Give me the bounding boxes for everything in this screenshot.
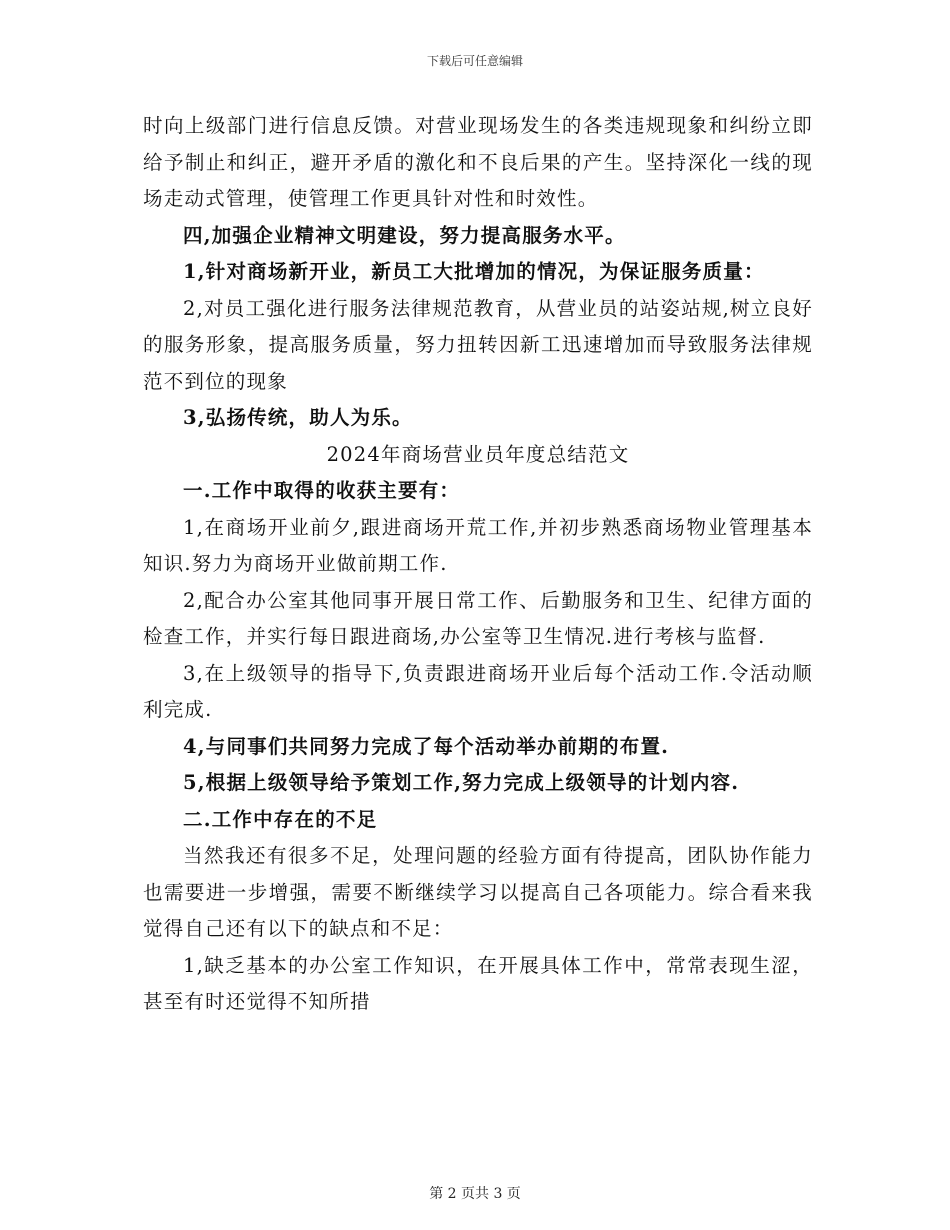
document-body bbox=[143, 108, 813, 1021]
section-heading-2: 二.工作中存在的不足 bbox=[183, 807, 378, 831]
document-title: 2024年商场营业员年度总结范文 bbox=[326, 442, 630, 466]
list-item: 2,配合办公室其他同事开展日常工作、后勤服务和卫生、纪律方面的检查工作，并实行每日跟进商场,办公室等卫生情况.进行考核与监督. bbox=[143, 588, 813, 648]
section-heading-1: 一.工作中取得的收获主要有： bbox=[183, 479, 461, 502]
list-item: 3,在上级领导的指导下,负责跟进商场开业后每个活动工作.令活动顺利完成. bbox=[143, 661, 813, 721]
page-header: 下载后可任意编辑 bbox=[426, 54, 523, 68]
paragraph-continued: 时向上级部门进行信息反馈。对营业现场发生的各类违规现象和纠纷立即给予制止和纠正，避开矛盾的激化和不良后果的产生。坚持深化一线的现场走动式管理，使管理工作更具针对性和时效性。 bbox=[143, 114, 813, 210]
paragraph: 当然我还有很多不足，处理问题的经验方面有待提高，团队协作能力也需要进一步增强，需要不断继续学习以提高自己各项能力。综合看来我觉得自己还有以下的缺点和不足： bbox=[143, 844, 813, 940]
list-item: 1,在商场开业前夕,跟进商场开荒工作,并初步熟悉商场物业管理基本知识.努力为商场开业做前期工作. bbox=[143, 515, 813, 575]
list-item: 2,对员工强化进行服务法律规范教育，从营业员的站姿站规,树立良好的服务形象，提高服务质量，努力扭转因新工迅速增加而导致服务法律规范不到位的现象 bbox=[143, 296, 813, 393]
list-item-bold: 1,针对商场新开业，新员工大批增加的情况，为保证服务质量： bbox=[183, 260, 765, 283]
page-footer: 第 2 页共 3 页 bbox=[429, 1186, 521, 1202]
list-item-bold: 3,弘扬传统，助人为乐。 bbox=[183, 406, 413, 429]
section-heading-4: 四,加强企业精神文明建设，努力提高服务水平。 bbox=[183, 223, 626, 247]
list-item-bold: 5,根据上级领导给予策划工作,努力完成上级领导的计划内容. bbox=[183, 771, 740, 794]
list-item-bold: 4,与同事们共同努力完成了每个活动举办前期的布置. bbox=[183, 734, 670, 758]
list-item: 1,缺乏基本的办公室工作知识，在开展具体工作中，常常表现生涩，甚至有时还觉得不知所措 bbox=[143, 953, 813, 1013]
